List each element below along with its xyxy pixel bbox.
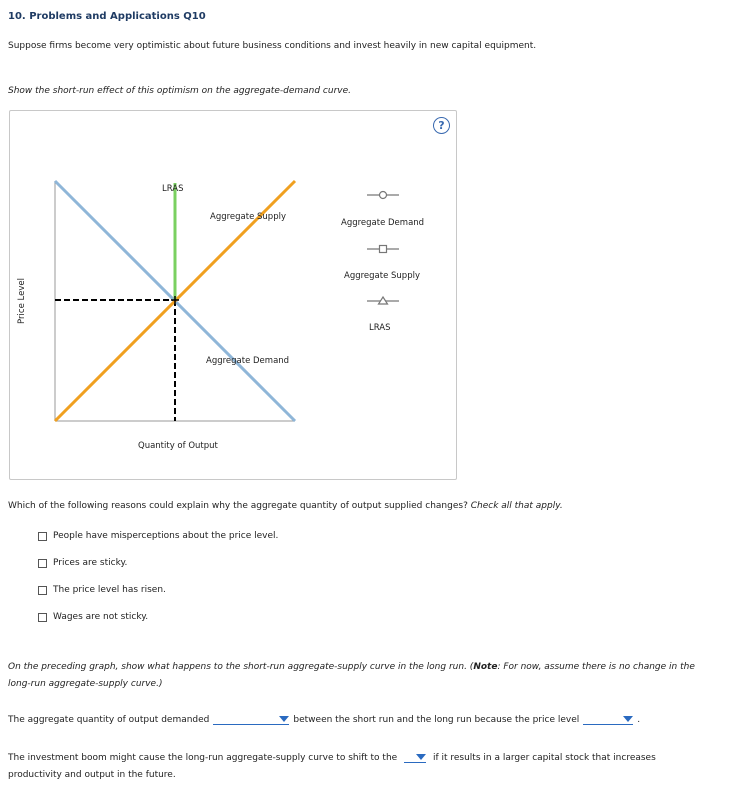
output-change-dropdown[interactable]	[213, 714, 289, 725]
aggregate-demand-label: Aggregate Demand	[206, 356, 290, 366]
lras-label: LRAS	[162, 184, 184, 194]
circle-marker-icon	[380, 192, 387, 199]
instruction-text: Show the short-run effect of this optimism on the aggregate-demand curve.	[8, 86, 351, 96]
checkbox-label: Prices are sticky.	[53, 558, 128, 568]
chevron-down-icon	[623, 716, 633, 722]
long-run-instruction	[8, 659, 708, 693]
chevron-down-icon	[416, 754, 426, 760]
help-icon[interactable]: ?	[433, 117, 450, 134]
checkbox-label: People have misperceptions about the price level.	[53, 531, 279, 541]
sentence-part: The aggregate quantity of output demanded	[8, 714, 210, 725]
investment-boom-sentence	[8, 750, 708, 784]
question-prompt-hint: Check all that apply.	[470, 501, 563, 511]
checkbox-label: The price level has risen.	[53, 585, 166, 595]
checkbox-label: Wages are not sticky.	[53, 612, 149, 622]
output-demanded-sentence	[8, 714, 640, 725]
graph-canvas	[10, 111, 458, 481]
aggregate-supply-label: Aggregate Supply	[210, 212, 286, 222]
palette-label-aggregate-supply: Aggregate Supply	[344, 271, 420, 281]
square-marker-icon	[380, 246, 387, 253]
checkbox-option[interactable]	[38, 558, 127, 568]
sentence-part: The investment boom might cause the long-run aggregate-supply curve to shift to the	[8, 753, 398, 763]
y-axis-label: Price Level	[17, 278, 27, 324]
checkbox-option[interactable]	[38, 531, 278, 541]
graph-panel	[9, 110, 457, 480]
x-axis-label: Quantity of Output	[138, 441, 218, 451]
note-label: Note	[473, 662, 498, 672]
intro-text: Suppose firms become very optimistic about future business conditions and invest heavily in new capital equipment.	[8, 41, 537, 51]
checkbox[interactable]	[38, 532, 47, 541]
question-prompt	[8, 501, 563, 511]
palette-lras[interactable]	[367, 297, 399, 333]
palette-aggregate-demand[interactable]	[341, 192, 424, 229]
palette-label-aggregate-demand: Aggregate Demand	[341, 218, 425, 228]
checkbox[interactable]	[38, 613, 47, 622]
checkbox-option[interactable]	[38, 612, 148, 622]
checkbox[interactable]	[38, 586, 47, 595]
note-text: : For now, assume there is no change in the long-run aggregate-supply curve.)	[8, 662, 695, 689]
sentence-end: .	[637, 714, 641, 725]
palette-label-lras: LRAS	[369, 323, 391, 333]
palette-aggregate-supply[interactable]	[344, 246, 420, 282]
shift-direction-dropdown[interactable]	[404, 752, 426, 763]
long-run-text: On the preceding graph, show what happens to the short-run aggregate-supply curve in the long run. (	[8, 662, 474, 672]
checkbox[interactable]	[38, 559, 47, 568]
sentence-part: if it results in a larger capital stock that increases productivity and output in the future.	[8, 753, 656, 780]
price-level-dropdown[interactable]	[583, 714, 633, 725]
chevron-down-icon	[279, 716, 289, 722]
question-title: 10. Problems and Applications Q10	[8, 11, 206, 22]
checkbox-option[interactable]	[38, 585, 166, 595]
question-prompt-text: Which of the following reasons could explain why the aggregate quantity of output supplied changes?	[8, 501, 468, 511]
sentence-part: between the short run and the long run because the price level	[293, 714, 580, 725]
